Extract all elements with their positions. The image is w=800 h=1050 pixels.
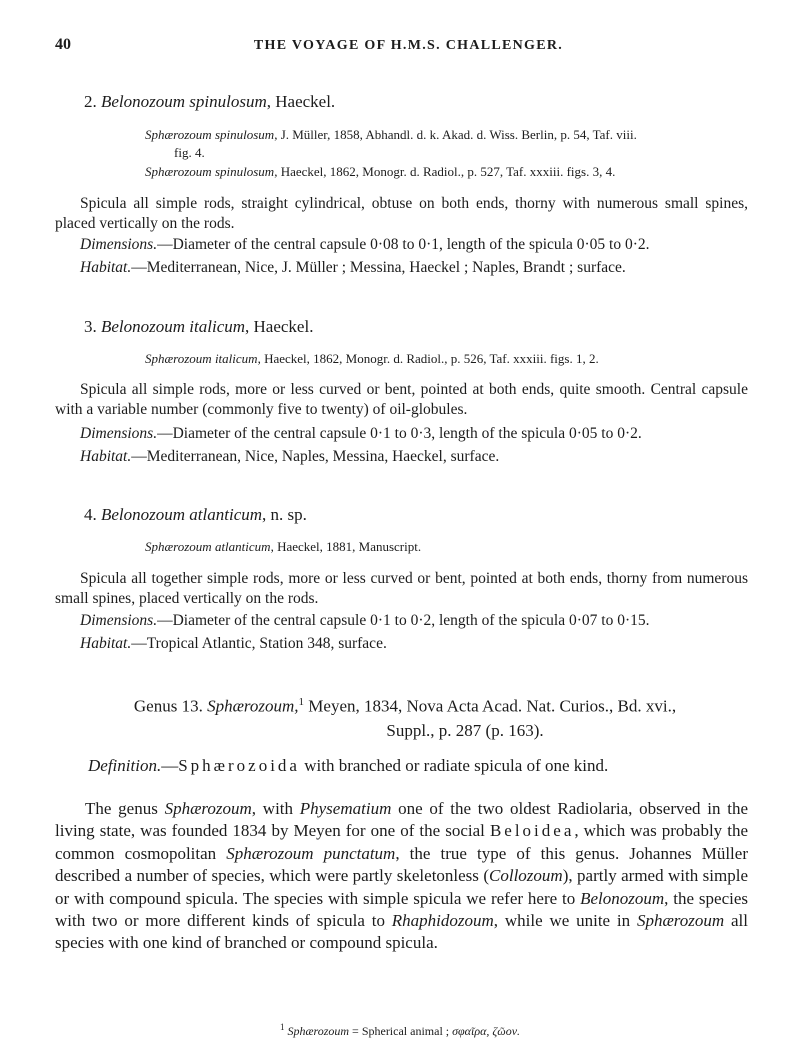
species-name: Belonozoum spinulosum [101,92,267,111]
species-number: 4. [84,505,97,524]
species-description: Spicula all simple rods, more or less curved or bent, pointed at both ends, quite smooth. Central capsule with a variable number (commonly five to twenty) of oil-globules. [55,381,748,418]
species-number: 2. [84,92,97,111]
dimensions [80,611,750,631]
synonym-taxon: Sphærozoum italicum [145,351,258,366]
species-author: , Haeckel. [266,92,336,111]
definition-label: Definition. [88,756,162,775]
species-heading [84,317,313,337]
synonym-reference: , J. Müller, 1858, Abhandl. d. k. Akad. d. Wiss. Berlin, p. 54, Taf. viii. [274,127,637,142]
definition-text: with branched or radiate spicula of one kind. [299,756,609,775]
synonym-taxon: Sphærozoum spinulosum [145,164,275,179]
dimensions-label: Dimensions. [80,612,158,629]
footnote-mark: 1 [279,1022,285,1032]
dimensions-label: Dimensions. [80,425,158,442]
species-name: Belonozoum italicum [101,317,246,336]
genus-heading-line [80,690,730,719]
habitat-label: Habitat. [80,259,132,276]
species-description: Spicula all together simple rods, more or less curved or bent, pointed at both ends, thorny from numerous small spines, placed vertically on the rods. [55,570,748,607]
species-heading [84,92,335,112]
synonym [145,126,755,144]
footnote-text: = Spherical animal ; [349,1024,453,1038]
synonym [145,163,755,181]
species-description: Spicula all simple rods, straight cylindrical, obtuse on both ends, thorny with numerous small spines, placed vertically on the rods. [55,195,748,232]
definition-group: Sphærozoida [178,756,300,775]
synonym-reference: , Haeckel, 1862, Monogr. d. Radiol., p. 527, Taf. xxxiii. figs. 3, 4. [274,164,616,179]
species-heading [84,505,307,525]
genus-heading [80,690,730,743]
dimensions-text: —Diameter of the central capsule 0·1 to 0·2, length of the spicula 0·07 to 0·15. [157,612,650,629]
page-number: 40 [55,36,71,53]
synonym [145,350,755,368]
habitat-label: Habitat. [80,448,132,465]
synonym-reference: , Haeckel, 1862, Monogr. d. Radiol., p. 526, Taf. xxxiii. figs. 1, 2. [257,351,599,366]
species-name: Belonozoum atlanticum [101,505,263,524]
genus-discussion: The genus Sphærozoum, with Physematium one of the two oldest Radiolaria, observed in the living state, was founded 1834 by Meyen for one of the social Beloidea, which was probably the common cosmopolitan Sphærozoum punctatum, the true type of this genus. Johannes Müller described a number of species, which were partly skeletonless (Collozoum), partly armed with simple or with compound spicula. The species with simple spicula we refer here to Belonozoum, the species with two or more different kinds of spicula to Rhaphidozoum, while we unite in Sphærozoum all species with one kind of branched or compound spicula. [55,799,749,953]
habitat-text: —Mediterranean, Nice, J. Müller ; Messina, Haeckel ; Naples, Brandt ; surface. [131,259,626,276]
running-title: THE VOYAGE OF H.M.S. CHALLENGER. [253,38,564,53]
habitat [80,634,750,654]
synonym-taxon: Sphærozoum spinulosum [145,127,275,142]
species-author: , Haeckel. [245,317,314,336]
dimensions-text: —Diameter of the central capsule 0·08 to 0·1, length of the spicula 0·05 to 0·2. [157,236,650,253]
genus-name: Sphærozoum, [207,696,299,716]
dimensions [80,424,750,444]
synonym-continuation: fig. 4. [174,145,205,160]
genus-citation-continuation: Suppl., p. 287 (p. 163). [386,720,544,740]
genus-number: Genus 13. [133,696,203,716]
footnote-greek: σφαῖρα, ζῶον. [452,1024,521,1038]
dimensions [80,235,750,255]
dimensions-text: —Diameter of the central capsule 0·1 to 0·3, length of the spicula 0·05 to 0·2. [157,425,642,442]
habitat-label: Habitat. [80,635,132,652]
habitat-text: —Tropical Atlantic, Station 348, surface. [131,635,387,652]
species-author: , n. sp. [262,505,307,524]
footnote-term: Sphærozoum [287,1024,350,1038]
footnote-marker: 1 [298,696,305,708]
dimensions-label: Dimensions. [80,236,158,253]
species-number: 3. [84,317,97,336]
definition-dash: — [161,756,179,775]
synonym-taxon: Sphærozoum atlanticum [145,539,271,554]
synonym-reference: , Haeckel, 1881, Manuscript. [270,539,422,554]
running-header [55,36,762,60]
synonym [145,538,755,556]
habitat-text: —Mediterranean, Nice, Naples, Messina, Haeckel, surface. [131,448,500,465]
habitat [80,258,750,278]
habitat [80,447,750,467]
footnote [0,1022,800,1039]
genus-citation: Meyen, 1834, Nova Acta Acad. Nat. Curios., Bd. xvi., [304,696,677,716]
genus-definition [88,756,608,776]
